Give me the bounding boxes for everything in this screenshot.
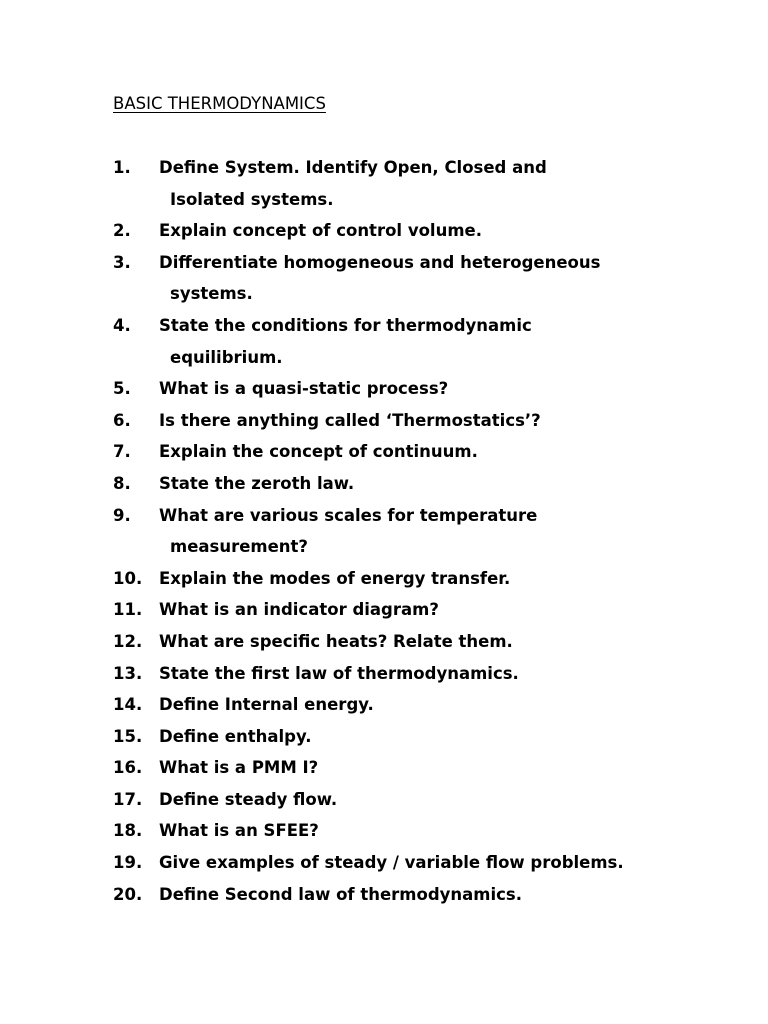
question-number: 19. [113,853,143,873]
question-text: What is a PMM I? [159,758,319,778]
question-text: What are various scales for temperature [159,505,538,525]
question-number: 1. [113,158,131,177]
question-text: Differentiate homogeneous and heterogeneous [159,252,601,272]
question-text: Explain concept of control volume. [159,221,482,241]
question-text: What are specific heats? Relate them. [159,631,513,651]
question-number: 2. [113,221,131,241]
question-item [113,405,733,437]
question-text: Define Internal energy. [159,695,374,715]
question-item [113,784,733,816]
question-text: What is an indicator diagram? [159,600,439,620]
question-text: What is a quasi-static process? [159,379,449,399]
question-text: What is an SFEE? [159,821,319,841]
question-number: 15. [113,726,143,746]
question-text-continued: systems. [170,284,253,304]
question-item [113,815,733,847]
question-text: Explain the concept of continuum. [159,442,478,462]
question-item [113,658,733,690]
question-text: State the conditions for thermodynamic [159,315,532,335]
question-text-continued: Isolated systems. [170,189,334,209]
question-text: Define Second law of thermodynamics. [159,884,522,904]
question-item [113,310,733,373]
question-item [113,721,733,753]
question-text: State the zeroth law. [159,473,355,493]
question-number: 14. [113,695,143,715]
question-number: 7. [113,442,131,462]
question-item [113,879,733,911]
question-number: 8. [113,473,131,493]
question-item [113,847,733,879]
question-number: 13. [113,663,143,683]
question-item [113,373,733,405]
question-item [113,594,733,626]
document-title: BASIC THERMODYNAMICS [113,94,326,113]
question-item [113,468,733,500]
question-text-continued: equilibrium. [170,347,283,367]
question-number: 5. [113,379,131,399]
question-number: 3. [113,252,131,272]
question-number: 6. [113,410,131,430]
question-number: 11. [113,600,143,620]
question-number: 20. [113,884,143,904]
question-number: 4. [113,315,131,335]
question-text: Define steady flow. [159,789,338,809]
question-text: State the first law of thermodynamics. [159,663,519,683]
question-number: 16. [113,758,143,778]
question-text: Give examples of steady / variable flow problems. [159,853,624,873]
question-item [113,689,733,721]
question-number: 12. [113,631,143,651]
question-item [113,436,733,468]
question-text: Explain the modes of energy transfer. [159,568,511,588]
question-number: 9. [113,505,131,525]
question-number: 17. [113,789,143,809]
question-text-continued: measurement? [170,537,309,557]
question-item [113,626,733,658]
question-item [113,215,733,247]
question-item [113,752,733,784]
question-text: Is there anything called ‘Thermostatics’? [159,410,541,430]
question-item [113,247,733,310]
question-number: 10. [113,568,143,588]
question-item [113,500,733,563]
question-item [113,152,733,215]
question-item [113,563,733,595]
question-number: 18. [113,821,143,841]
question-list [113,152,733,910]
question-text: Define enthalpy. [159,726,312,746]
question-text: Define System. Identify Open, Closed and [159,158,547,177]
